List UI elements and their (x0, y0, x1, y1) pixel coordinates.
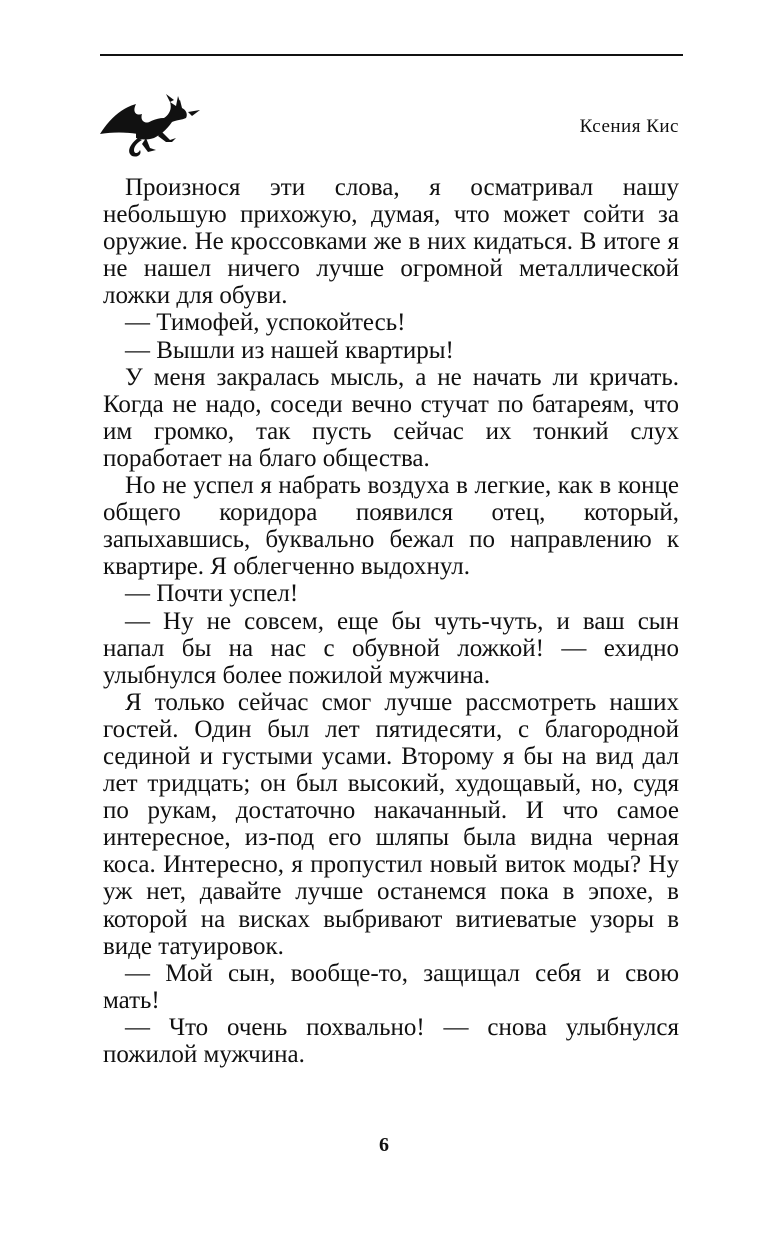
running-head-author: Ксения Кис (579, 116, 679, 137)
paragraph: — Ну не совсем, еще бы чуть-чуть, и ваш сын напал бы на нас с обувной ложкой! — ехидно улыбнулся более пожилой мужчина. (103, 607, 679, 689)
paragraph: — Что очень похвально! — снова улыбнулся пожилой мужчина. (103, 1013, 679, 1068)
paragraph: — Вышли из нашей квартиры! (125, 336, 454, 364)
paragraph: Произнося эти слова, я осматривал нашу небольшую прихожую, думая, что может сойти за оружие. Не кроссовками же в них кидаться. В итоге я не нашел ничего лучше огромной металлической ложки для обуви. (103, 174, 679, 310)
paragraph: — Мой сын, вообще-то, защищал себя и свою мать! (103, 959, 679, 1014)
page-header (96, 88, 679, 158)
paragraph: — Тимофей, успокойтесь! (125, 309, 406, 337)
paragraph: — Почти успел! (125, 580, 299, 608)
body-text (103, 174, 679, 1068)
paragraph: Но не успел я набрать воздуха в легкие, как в конце общего коридора появился отец, который, запыхавшись, буквально бежал по направлению к квартире. Я облегченно выдохнул. (103, 472, 679, 581)
page-number: 6 (379, 1134, 389, 1156)
dragon-icon (96, 88, 204, 158)
paragraph: У меня закралась мысль, а не начать ли кричать. Когда не надо, соседи вечно стучат по батареям, что им громко, так пусть сейчас их тонкий слух поработает на благо общества. (103, 363, 679, 472)
paragraph: Я только сейчас смог лучше рассмотреть наших гостей. Один был лет пятидесяти, с благородной сединой и густыми усами. Второму я бы на вид дал лет тридцать; он был высокий, худощавый, но, судя по рукам, достаточно накачанный. И что самое интересное, из-под его шляпы была видна черная коса. Интересно, я пропустил новый виток моды? Ну уж нет, давайте лучше останемся пока в эпохе, в которой на висках выбривают витиеватые узоры в виде татуировок. (103, 688, 679, 960)
header-rule (100, 54, 683, 56)
